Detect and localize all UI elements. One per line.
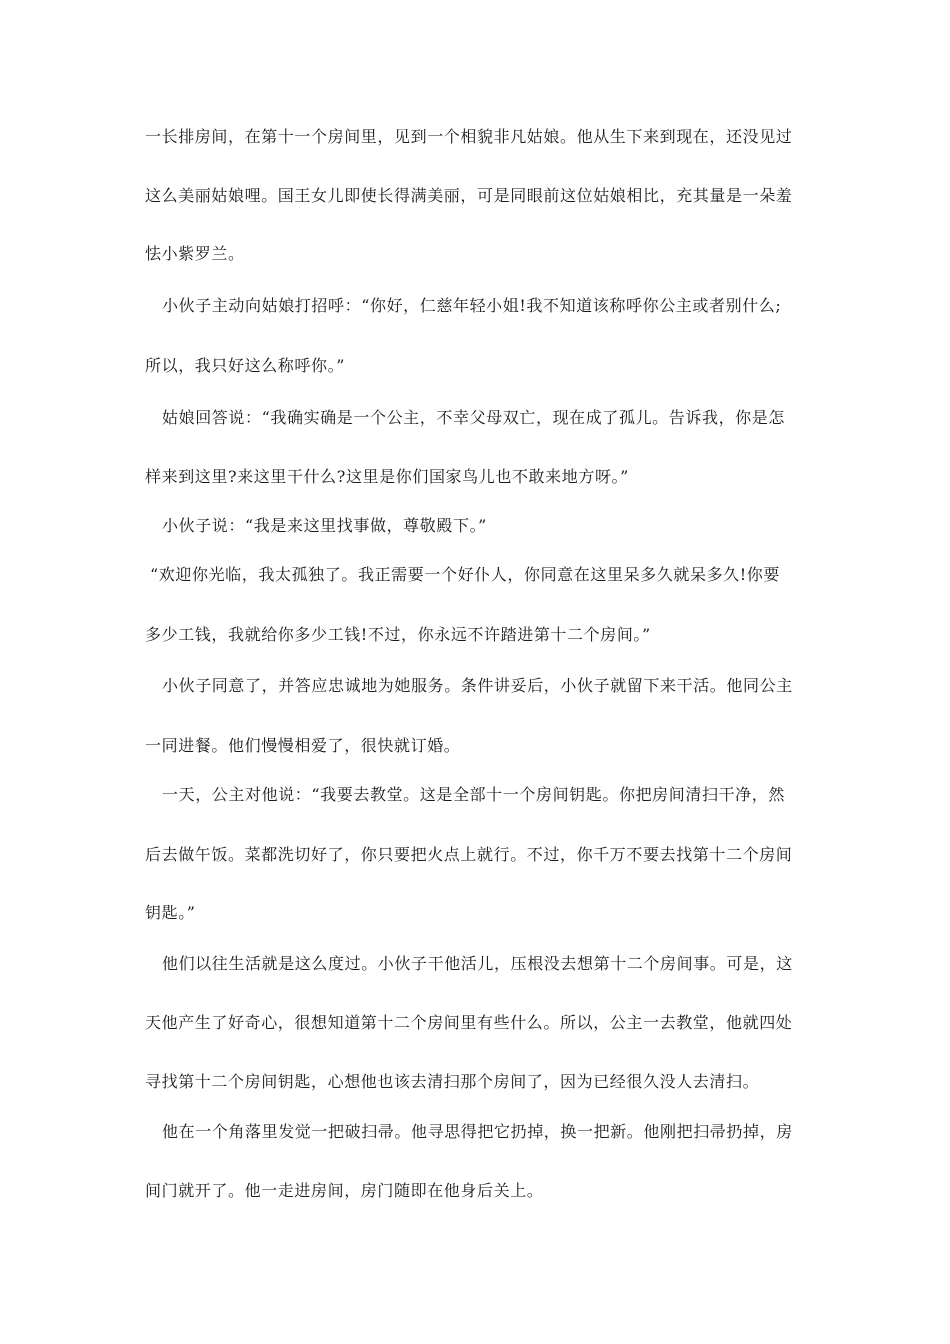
text-line: 他在一个角落里发觉一把破扫帚。他寻思得把它扔掉，换一把新。他刚把扫帚扔掉，房 [162, 1122, 793, 1141]
text-line: 他们以往生活就是这么度过。小伙子干他活儿，压根没去想第十二个房间事。可是，这 [162, 954, 793, 973]
text-line: 小伙子同意了，并答应忠诚地为她服务。条件讲妥后，小伙子就留下来干活。他同公主 [162, 676, 793, 695]
text-line: “欢迎你光临，我太孤独了。我正需要一个好仆人，你同意在这里呆多久就呆多久!你要 [150, 565, 781, 584]
text-line: 怯小紫罗兰。 [145, 244, 245, 263]
text-line: 多少工钱，我就给你多少工钱!不过，你永远不许踏进第十二个房间。” [145, 625, 651, 644]
text-line: 姑娘回答说：“我确实确是一个公主，不幸父母双亡，现在成了孤儿。告诉我，你是怎 [162, 408, 785, 427]
text-line: 寻找第十二个房间钥匙，心想他也该去清扫那个房间了，因为已经很久没人去清扫。 [145, 1072, 760, 1091]
text-line: 后去做午饭。菜都洗切好了，你只要把火点上就行。不过，你千万不要去找第十二个房间 [145, 845, 793, 864]
text-line: 天他产生了好奇心，很想知道第十二个房间里有些什么。所以，公主一去教堂，他就四处 [145, 1013, 793, 1032]
text-line: 间门就开了。他一走进房间，房门随即在他身后关上。 [145, 1181, 544, 1200]
text-line: 一天，公主对他说：“我要去教堂。这是全部十一个房间钥匙。你把房间清扫干净，然 [162, 785, 785, 804]
text-line: 小伙子说：“我是来这里找事做，尊敬殿下。” [162, 516, 487, 535]
text-line: 样来到这里?来这里干什么?这里是你们国家鸟儿也不敢来地方呀。” [145, 467, 629, 486]
text-line: 钥匙。” [145, 903, 196, 922]
text-line: 小伙子主动向姑娘打招呼：“你好，仁慈年轻小姐!我不知道该称呼你公主或者别什么; [162, 296, 782, 315]
text-line: 一同进餐。他们慢慢相爱了，很快就订婚。 [145, 736, 461, 755]
text-line: 这么美丽姑娘哩。国王女儿即使长得满美丽，可是同眼前这位姑娘相比，充其量是一朵羞 [145, 186, 793, 205]
text-line: 一长排房间，在第十一个房间里，见到一个相貌非凡姑娘。他从生下来到现在，还没见过 [145, 127, 793, 146]
text-line: 所以，我只好这么称呼你。” [145, 356, 345, 375]
